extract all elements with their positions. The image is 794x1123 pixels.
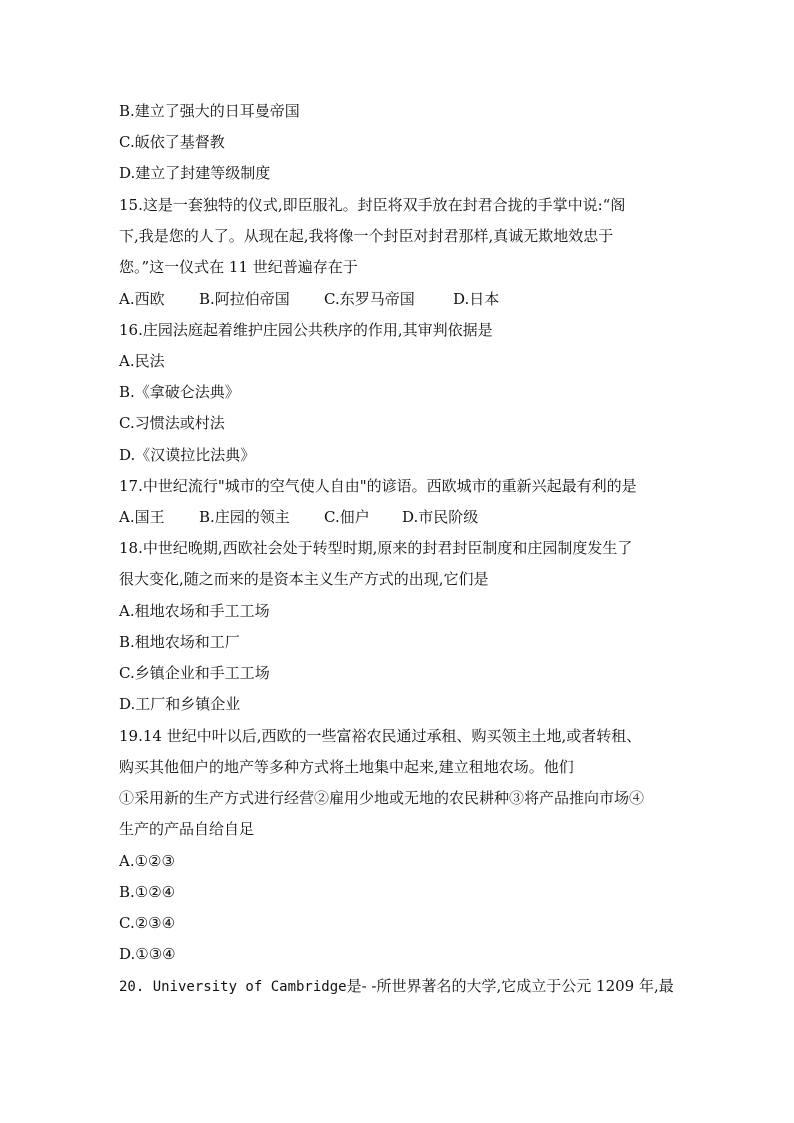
q19-option-d: D.①③④	[119, 945, 176, 963]
q15-stem-line-2: 下,我是您的人了。从现在起,我将像一个封臣对封君那样,真诚无欺地效忠于	[119, 227, 614, 245]
q19-statements: ①采用新的生产方式进行经营②雇用少地或无地的农民耕种③将产品推向市场④	[119, 789, 645, 807]
q15-option-d: D.日本	[453, 290, 500, 308]
q17-stem: 17.中世纪流行"城市的空气使人自由"的谚语。西欧城市的重新兴起最有利的是	[119, 477, 637, 495]
q19-statements-cont: 生产的产品自给自足	[119, 820, 255, 838]
q16-option-c: C.习惯法或村法	[119, 414, 225, 432]
q15-stem-line-3: 您。”这一仪式在 11 世纪普遍存在于	[119, 258, 358, 276]
q16-option-b: B.《拿破仑法典》	[119, 383, 240, 401]
q15-option-a: A.西欧	[119, 290, 165, 308]
q20-stem-line-1	[119, 976, 674, 996]
q16-option-a: A.民法	[119, 352, 165, 370]
q18-option-d: D.工厂和乡镇企业	[119, 695, 241, 713]
q17-option-c: C.佃户	[324, 508, 370, 526]
q18-option-a: A.租地农场和手工工场	[119, 602, 270, 620]
q14-option-b: B.建立了强大的日耳曼帝国	[119, 102, 300, 120]
q19-stem-line-2: 购买其他佃户的地产等多种方式将土地集中起来,建立租地农场。他们	[119, 758, 574, 776]
q18-option-b: B.租地农场和工厂	[119, 633, 240, 651]
q17-option-d: D.市民阶级	[402, 508, 479, 526]
q16-option-d: D.《汉谟拉比法典》	[119, 446, 256, 464]
q15-stem-line-1: 15.这是一套独特的仪式,即臣服礼。封臣将双手放在封君合拢的手掌中说:“阁	[119, 196, 626, 214]
q17-options	[119, 507, 478, 527]
q17-option-b: B.庄园的领主	[199, 508, 290, 526]
q14-option-d: D.建立了封建等级制度	[119, 164, 271, 182]
q19-option-c: C.②③④	[119, 914, 176, 932]
q16-stem: 16.庄园法庭起着维护庄园公共秩序的作用,其审判依据是	[119, 321, 493, 339]
q15-option-c: C.东罗马帝国	[324, 290, 415, 308]
q19-option-a: A.①②③	[119, 852, 175, 870]
q19-option-b: B.①②④	[119, 883, 176, 901]
q14-option-c: C.皈依了基督教	[119, 133, 225, 151]
q18-option-c: C.乡镇企业和手工工场	[119, 664, 270, 682]
q17-option-a: A.国王	[119, 508, 165, 526]
q20-university-name: 20. University of Cambridge	[119, 979, 347, 995]
q19-stem-line-1: 19.14 世纪中叶以后,西欧的一些富裕农民通过承租、购买领主土地,或者转租、	[119, 727, 642, 745]
q20-stem-text: 是- -所世界著名的大学,它成立于公元 1209 年,最	[346, 977, 674, 995]
q18-stem-line-1: 18.中世纪晚期,西欧社会处于转型时期,原来的封君封臣制度和庄园制度发生了	[119, 539, 633, 557]
q15-options	[119, 289, 499, 309]
q18-stem-line-2: 很大变化,随之而来的是资本主义生产方式的出现,它们是	[119, 570, 489, 588]
q15-option-b: B.阿拉伯帝国	[199, 290, 290, 308]
